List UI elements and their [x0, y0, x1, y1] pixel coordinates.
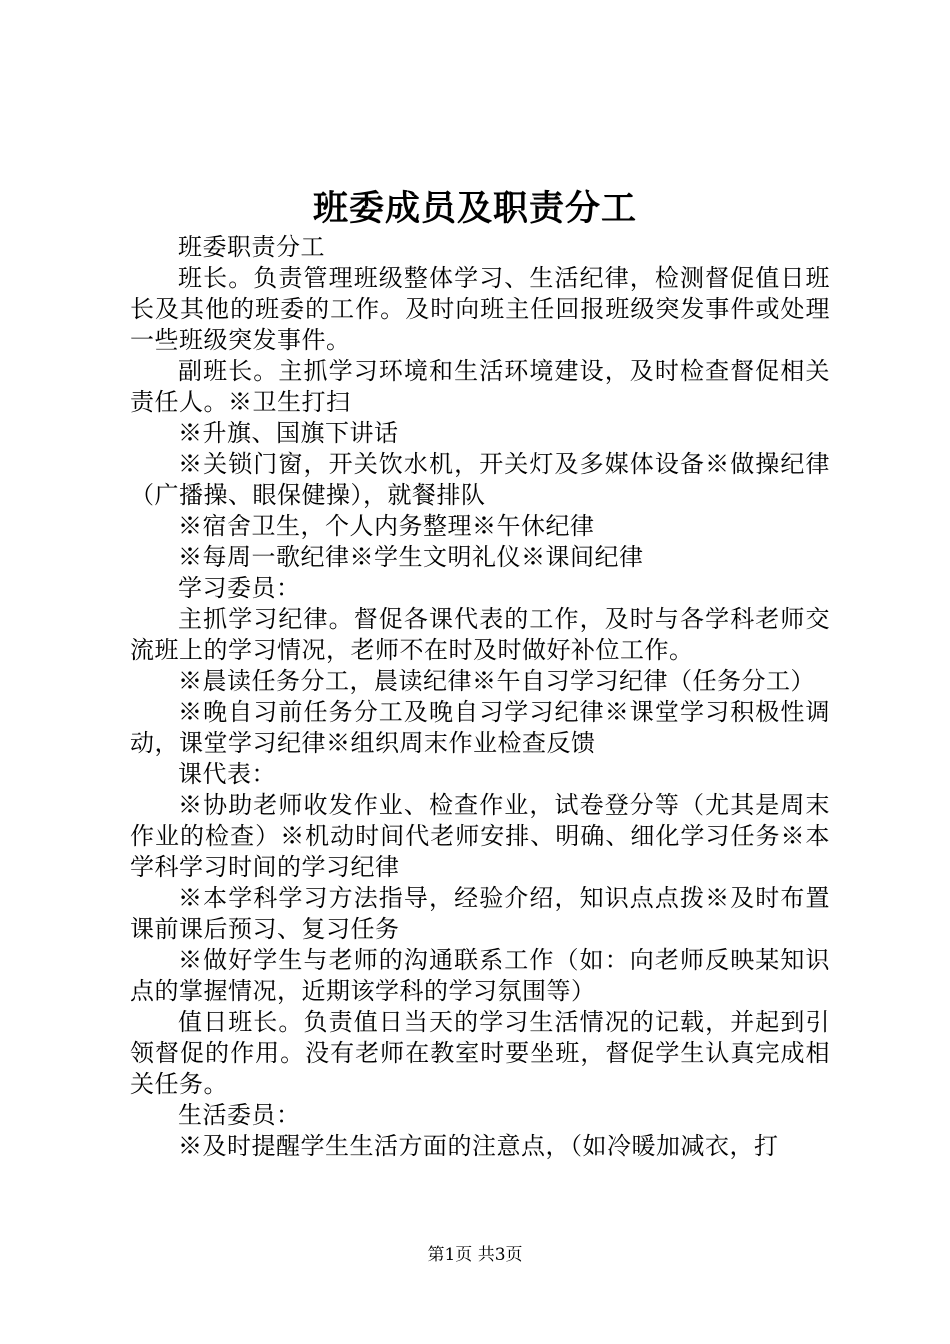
paragraph: ※升旗、国旗下讲话 [178, 419, 399, 447]
paragraph: ※每周一歌纪律※学生文明礼仪※课间纪律 [178, 543, 644, 571]
paragraph: ※关锁门窗，开关饮水机，开关灯及多媒体设备※做操纪律（广播操、眼保健操），就餐排队 [130, 450, 830, 509]
paragraph: ※协助老师收发作业、检查作业，试卷登分等（尤其是周末作业的检查）※机动时间代老师安排、明确、细化学习任务※本学科学习时间的学习纪律 [130, 791, 830, 881]
paragraph: 学习委员： [178, 574, 301, 602]
paragraph: ※及时提醒学生生活方面的注意点，（如冷暖加减衣，打 [178, 1132, 779, 1160]
page-number-footer: 第1页 共3页 [427, 1245, 523, 1265]
paragraph: 生活委员： [178, 1101, 301, 1129]
paragraph: ※晚自习前任务分工及晚自习学习纪律※课堂学习积极性调动，课堂学习纪律※组织周末作业检查反馈 [130, 698, 830, 757]
paragraph: ※宿舍卫生，个人内务整理※午休纪律 [178, 512, 595, 540]
paragraph: ※做好学生与老师的沟通联系工作（如：向老师反映某知识点的掌握情况，近期该学科的学习氛围等） [130, 946, 830, 1005]
paragraph: 班长。负责管理班级整体学习、生活纪律，检测督促值日班长及其他的班委的工作。及时向班主任回报班级突发事件或处理一些班级突发事件。 [130, 264, 830, 354]
paragraph: 值日班长。负责值日当天的学习生活情况的记载，并起到引领督促的作用。没有老师在教室时要坐班，督促学生认真完成相关任务。 [130, 1008, 830, 1098]
document-title: 班委成员及职责分工 [312, 188, 637, 229]
paragraph: 主抓学习纪律。督促各课代表的工作，及时与各学科老师交流班上的学习情况，老师不在时及时做好补位工作。 [130, 605, 830, 664]
paragraph: 班委职责分工 [178, 233, 325, 261]
document-body [130, 232, 830, 1162]
paragraph: ※晨读任务分工，晨读纪律※午自习学习纪律（任务分工） [178, 667, 815, 695]
paragraph: ※本学科学习方法指导，经验介绍，知识点点拨※及时布置课前课后预习、复习任务 [130, 884, 830, 943]
paragraph: 课代表： [178, 760, 276, 788]
paragraph: 副班长。主抓学习环境和生活环境建设，及时检查督促相关责任人。※卫生打扫 [130, 357, 830, 416]
